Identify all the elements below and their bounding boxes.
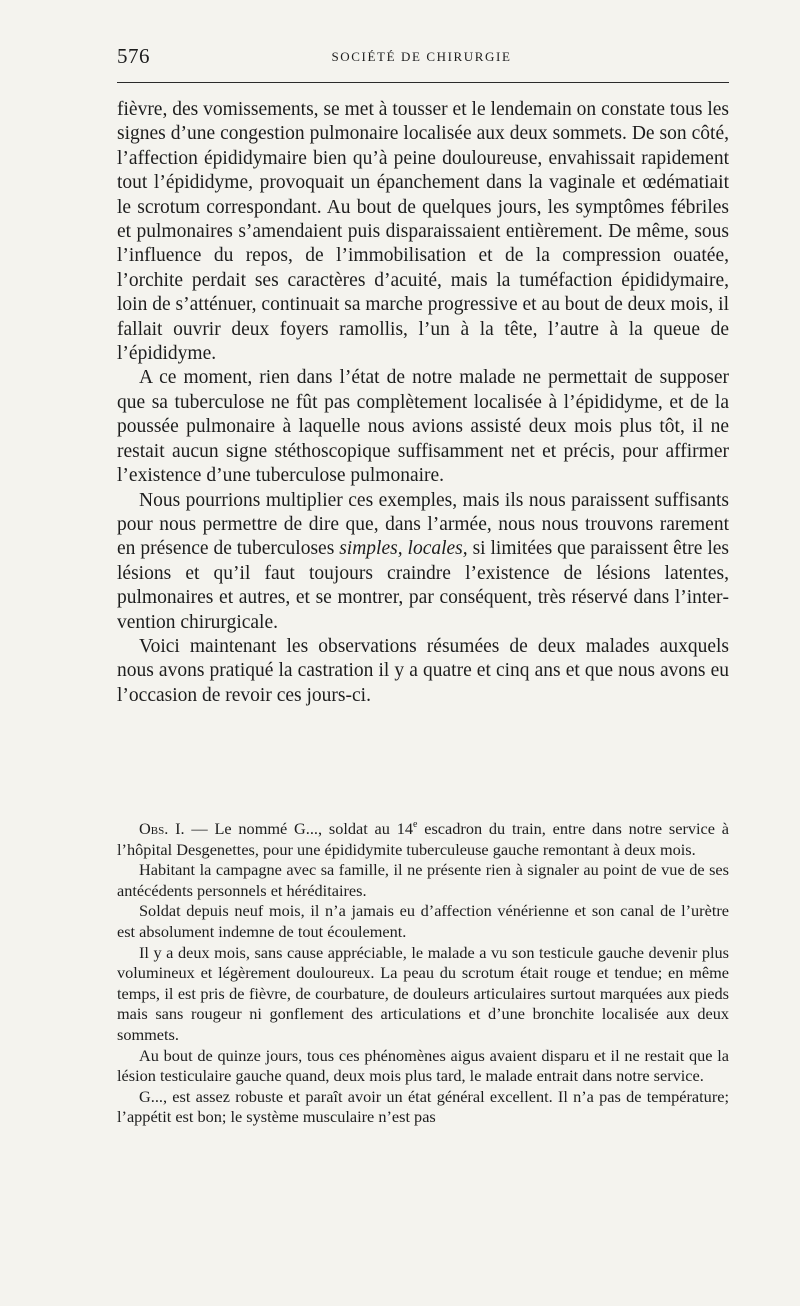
header-rule <box>117 82 729 83</box>
paragraph: A ce moment, rien dans l’état de notre malade ne permettait de supposer que sa tuberculose ne fût pas complètement localisée à l’épididyme, et de la poussée pulmonaire à laquelle nous avions assisté deux mois plus tôt, il ne restait aucun signe stéthoscopique suffisamment net et précis, pour affirmer l’existence d’une tuberculose pulmonaire. <box>117 367 729 487</box>
italic-phrase: simples, locales, <box>339 538 468 560</box>
observation-text: escadron du train, entre dans notre service à l’hôpital Desgenettes, pour une épididymite tuberculeuse gauche remontant à deux mois. <box>117 819 729 859</box>
observation-paragraph <box>117 819 729 860</box>
observation-paragraph: Il y a deux mois, sans cause appréciable, le malade a vu son testicule gauche devenir plus volumineux et légèrement douloureux. La peau du scrotum était rouge et tendue; en même temps, il est pris de fièvre, de courbature, de douleurs articulaires surtout marquées aux pieds mais sans rougeur ni gonflement des articulations et d’une bronchite localisée aux deux sommets. <box>117 942 729 1044</box>
running-head: SOCIÉTÉ DE CHIRURGIE <box>331 49 512 64</box>
paragraph-text: Nous pourrions multiplier ces exemples, mais ils nous paraissent suffisants pour nous permettre de dire que, dans l’armée, nous nous trouvons rarement en présence de tuberculoses <box>117 489 729 560</box>
observation-paragraph: Soldat depuis neuf mois, il n’a jamais eu d’affection vénérienne et son canal de l’urètre est absolument indemne de tout écoulement. <box>117 901 729 941</box>
paragraph-continuation: fièvre, des vomissements, se met à tousser et le lendemain on constate tous les signes d’une congestion pulmonaire localisée aux deux sommets. De son côté, l’affection épididymaire bien qu’à peine douloureuse, envahissait rapidement tout l’épididyme, provoquait un épanchement dans la vaginale et œdématiait le scrotum correspondant. Au bout de quelques jours, les symptômes fébriles et pulmonaires s’amendaient puis disparaissaient entièrement. De même, sous l’influence du repos, de l’immobilisation et de la compression ouatée, l’orchite perdait ses caractères d’acuité, mais la tuméfaction épididymaire, loin de s’atténuer, continuait sa marche progressive et au bout de deux mois, il fallait ouvrir deux foyers ramollis, l’un à la tête, l’autre à la queue de l’épididyme. <box>117 99 729 365</box>
page-header <box>117 44 726 72</box>
paragraph: Voici maintenant les observations résumées de deux malades auxquels nous avons pratiqué la castration il y a quatre et cinq ans et que nous avons eu l’occasion de revoir ces jours-ci. <box>117 635 729 706</box>
observation-block <box>117 819 729 1128</box>
paragraph-text: si limitées que paraissent être les lésions et qu’il faut toujours craindre l’existence de lésions latentes, pulmonaires et autres, et se montrer, par conséquent, très réservé dans l’intervention chirurgicale. <box>117 538 729 633</box>
observation-paragraph: G..., est assez robuste et paraît avoir un état général excellent. Il n’a pas de température; l’appétit est bon; le système musculaire n’est pas <box>117 1086 729 1127</box>
observation-text: — Le nommé G..., soldat au 14 <box>184 819 413 838</box>
observation-paragraph: Habitant la campagne avec sa famille, il ne présente rien à signaler au point de vue de ses antécédents personnels et héréditaires. <box>117 860 729 900</box>
observation-label: Obs. I. <box>139 819 185 838</box>
main-text <box>117 98 729 708</box>
ordinal-superscript: e <box>413 819 418 830</box>
paragraph <box>117 489 729 635</box>
page-number: 576 <box>117 44 150 68</box>
observation-paragraph: Au bout de quinze jours, tous ces phénomènes aigus avaient disparu et il ne restait que la lésion testiculaire gauche quand, deux mois plus tard, le malade entrait dans notre service. <box>117 1045 729 1086</box>
